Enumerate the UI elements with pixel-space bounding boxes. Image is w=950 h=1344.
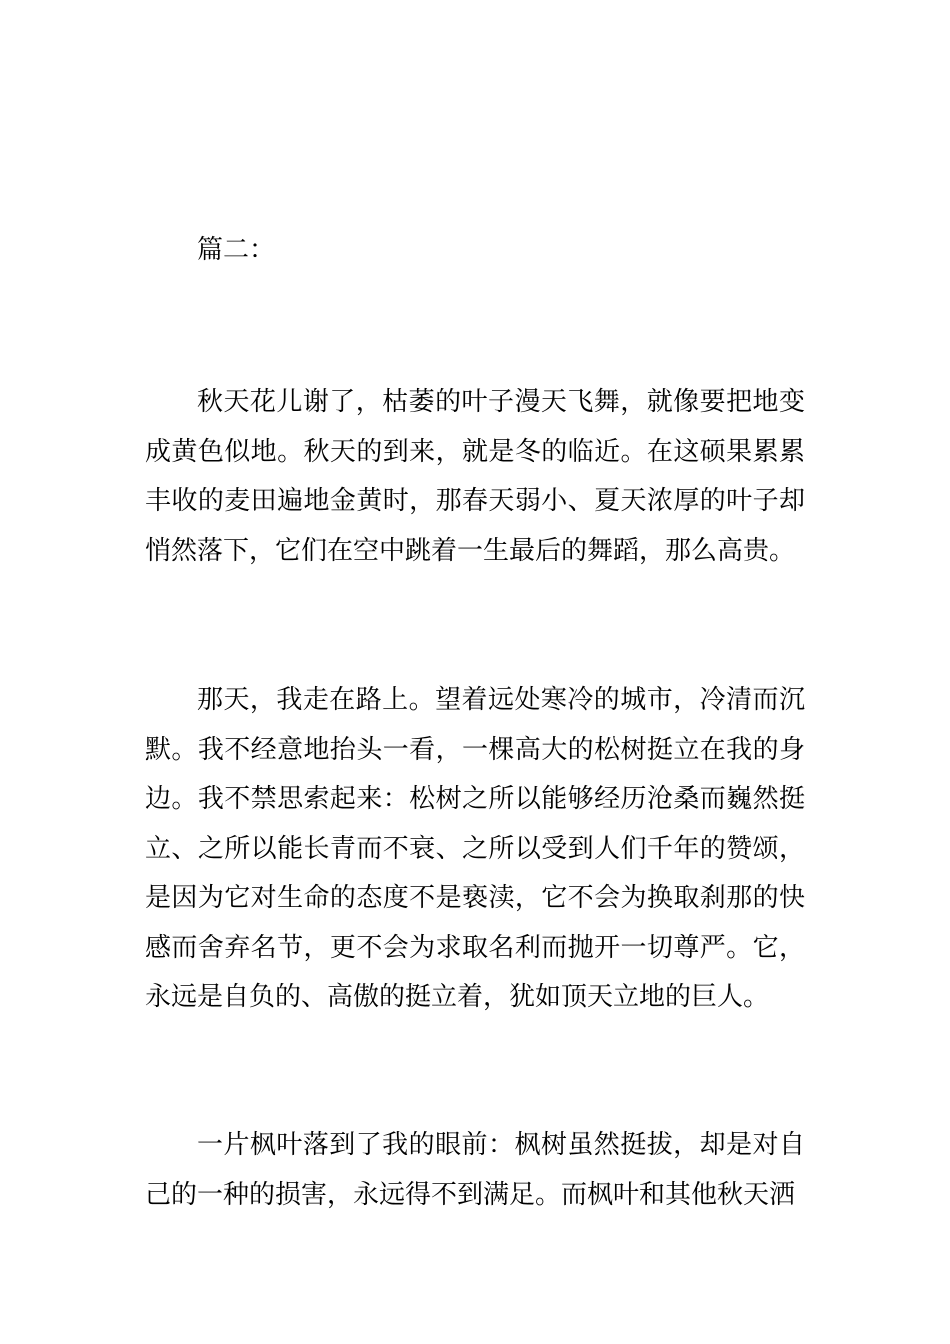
paragraph-autumn: 秋天花儿谢了，枯萎的叶子漫天飞舞，就像要把地变成黄色似地。秋天的到来，就是冬的临近。在这硕果累累丰收的麦田遍地金黄时，那春天弱小、夏天浓厚的叶子却悄然落下，它们在空中跳着一生最后的舞蹈，那么高贵。 (145, 387, 805, 566)
section-heading: 篇二： (197, 235, 276, 265)
paragraph-maple-leaf: 一片枫叶落到了我的眼前：枫树虽然挺拔，却是对自己的一种的损害，永远得不到满足。而枫叶和其他秋天洒 (145, 1130, 805, 1210)
paragraph-pine-tree: 那天，我走在路上。望着远处寒冷的城市，冷清而沉默。我不经意地抬头一看，一棵高大的松树挺立在我的身边。我不禁思索起来：松树之所以能够经历沧桑而巍然挺立、之所以能长青而不衰、之所以受到人们千年的赞颂，是因为它对生命的态度不是亵渎，它不会为换取刹那的快感而舍弃名节，更不会为求取名利而抛开一切尊严。它，永远是自负的、高傲的挺立着，犹如顶天立地的巨人。 (145, 685, 805, 1012)
document-page (145, 0, 805, 1344)
